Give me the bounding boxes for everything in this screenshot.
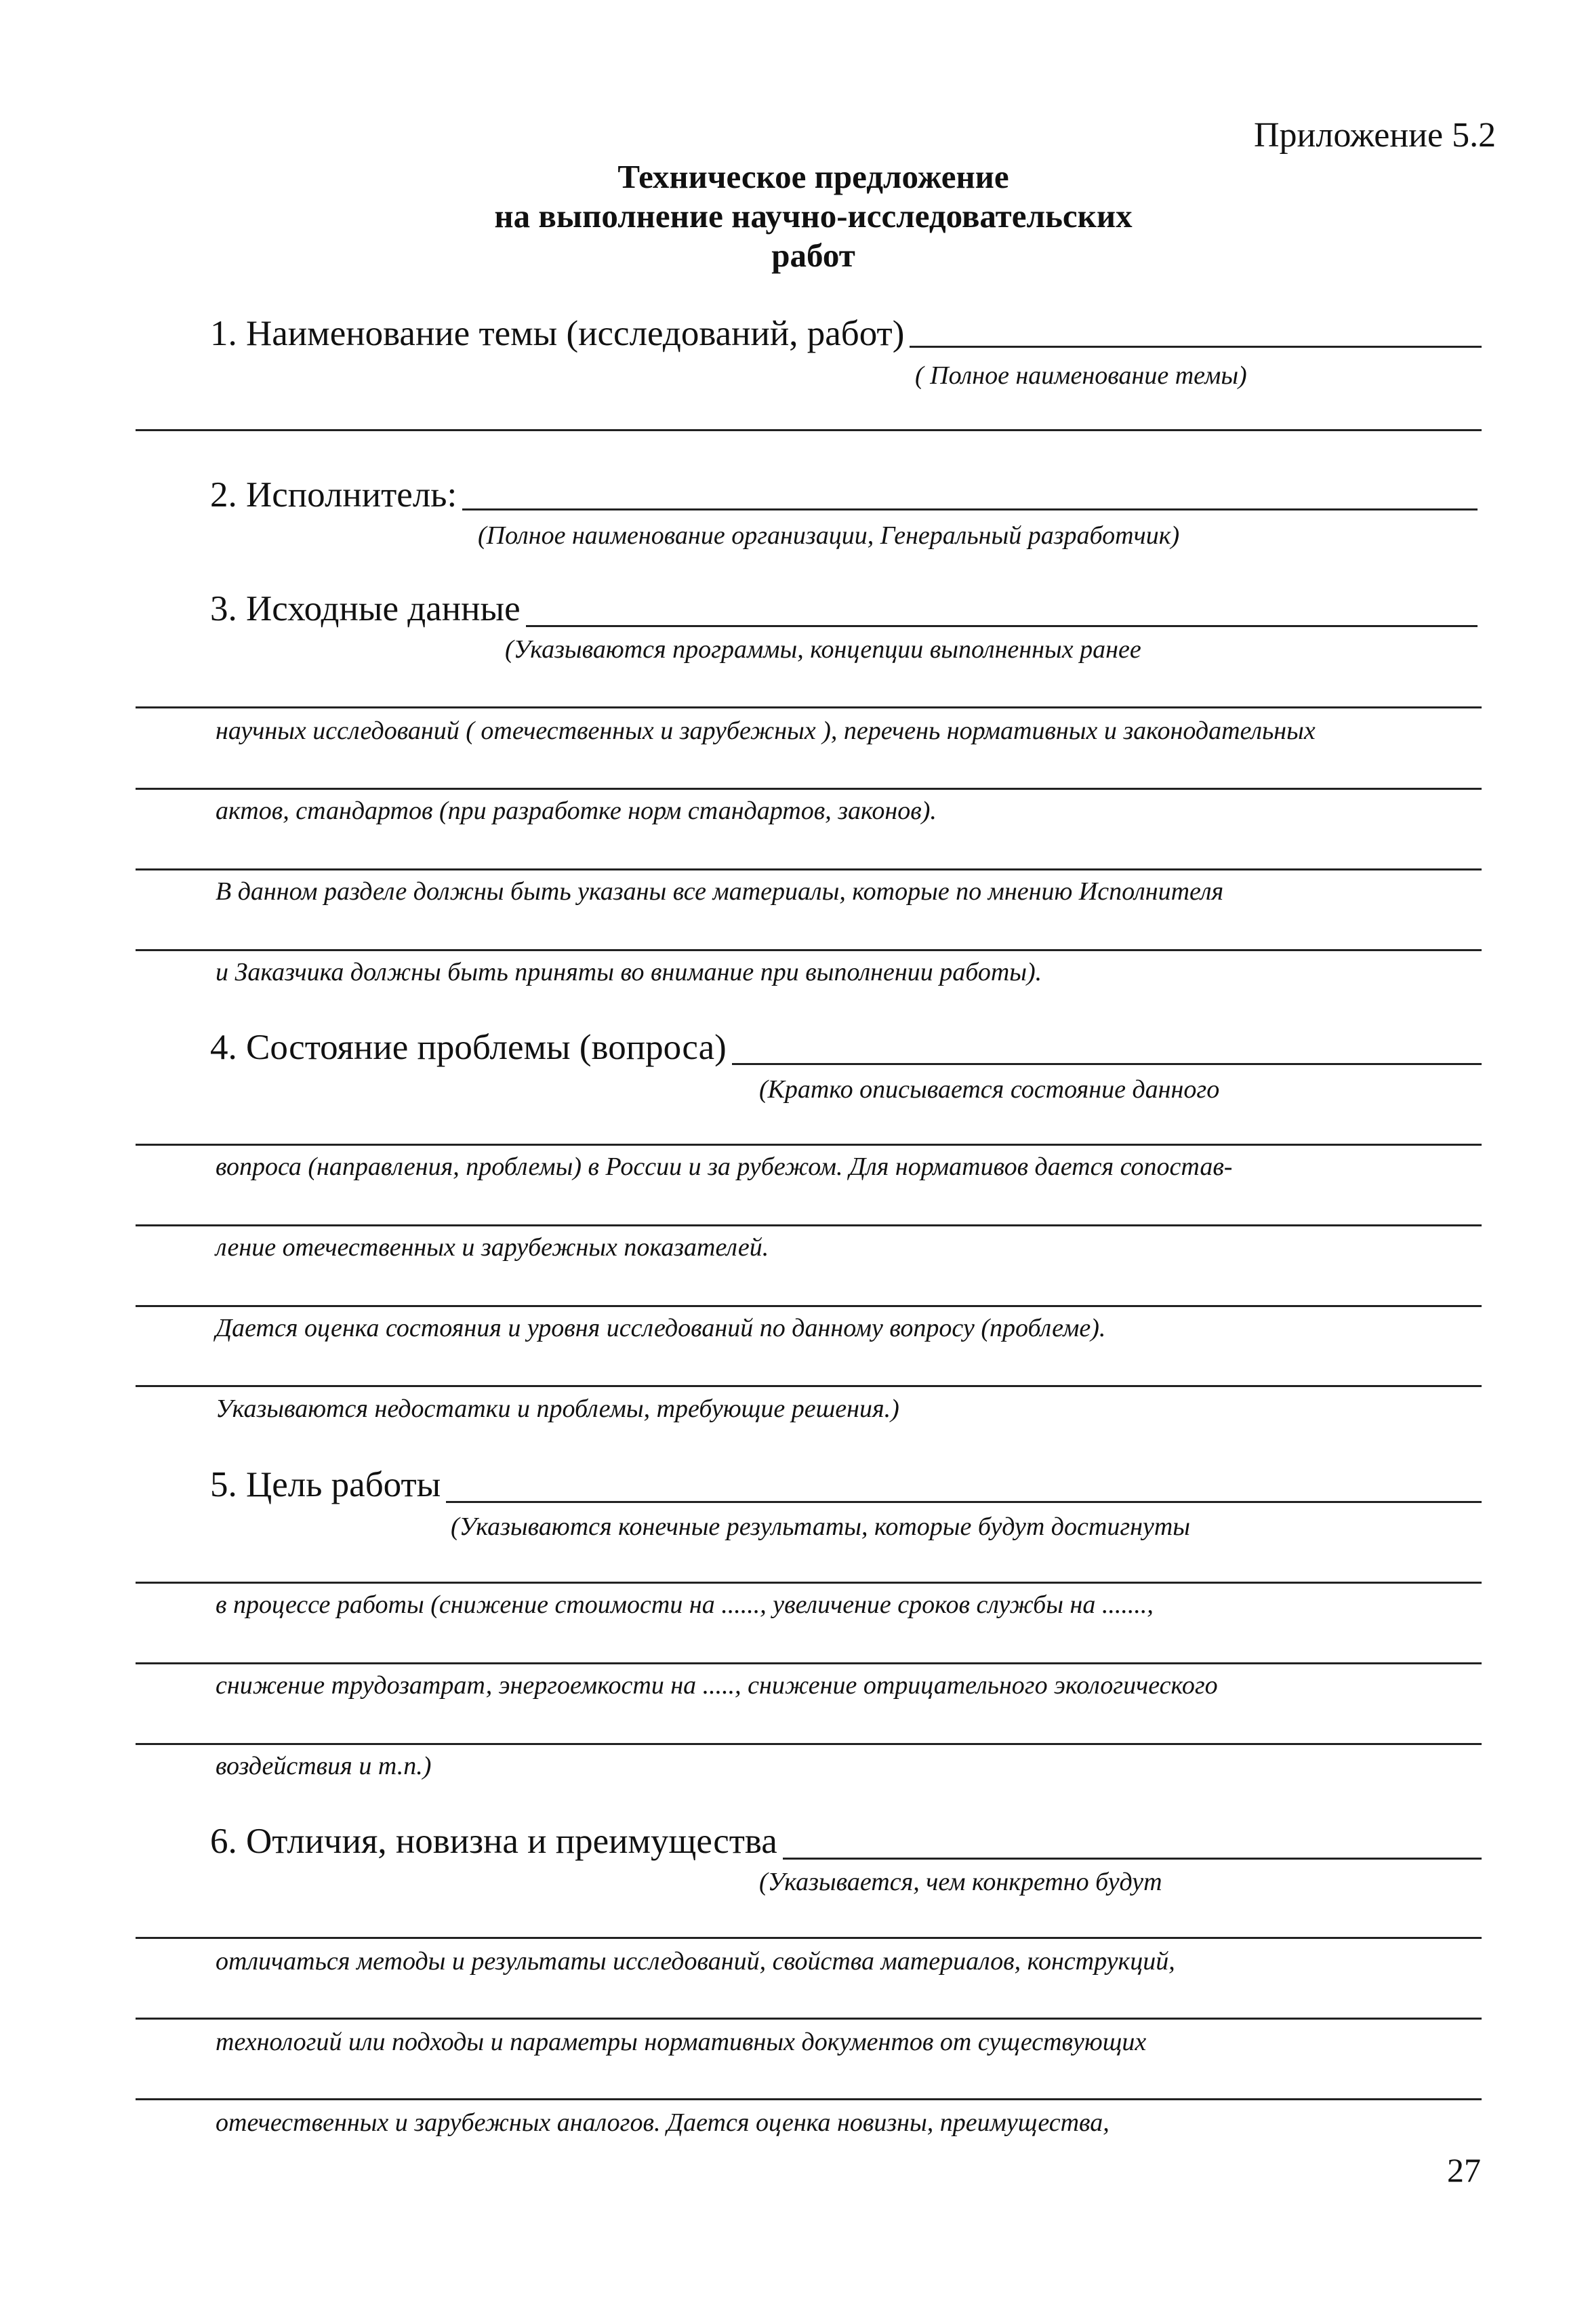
section-3-rule-3: [136, 868, 1482, 870]
section-1-heading: 1. Наименование темы (исследований, работ): [210, 313, 910, 354]
section-5-hint-4: воздействия и т.п.): [216, 1752, 432, 1780]
section-4-rule-2: [136, 1224, 1482, 1226]
section-6-hint-2: отличаться методы и результаты исследований, свойства материалов, конструкций,: [216, 1947, 1175, 1976]
section-4-rule-3: [136, 1305, 1482, 1307]
section-3-heading: 3. Исходные данные: [210, 588, 526, 629]
section-5-hint-3: снижение трудозатрат, энергоемкости на ....., снижение отрицательного экологического: [216, 1671, 1218, 1700]
section-3-fill-line: [525, 625, 1478, 627]
section-5-rule-1: [136, 1582, 1482, 1584]
section-4-rule-4: [136, 1385, 1482, 1387]
section-4-hint-5: Указываются недостатки и проблемы, требующие решения.): [216, 1395, 899, 1423]
section-5-rule-3: [136, 1743, 1482, 1745]
section-4-rule-1: [136, 1144, 1482, 1146]
section-4-hint-1: (Кратко описывается состояние данного: [759, 1075, 1220, 1104]
section-3-hint-2: научных исследований ( отечественных и зарубежных ), перечень нормативных и законодательных: [216, 717, 1316, 745]
section-5-heading: 5. Цель работы: [210, 1464, 446, 1505]
section-4-hint-3: ление отечественных и зарубежных показателей.: [216, 1233, 769, 1262]
section-3-hint-3: актов, стандартов (при разработке норм стандартов, законов).: [216, 797, 937, 825]
section-3-rule-1: [136, 706, 1482, 708]
section-3-hint-4: В данном разделе должны быть указаны все материалы, которые по мнению Исполнителя: [216, 877, 1224, 906]
section-3-hint-5: и Заказчика должны быть приняты во внимание при выполнении работы).: [216, 958, 1042, 986]
section-1-rule: [136, 429, 1482, 431]
section-3-rule-4: [136, 949, 1482, 951]
section-4-hint-4: Дается оценка состояния и уровня исследований по данному вопросу (проблеме).: [216, 1314, 1106, 1342]
section-6-heading: 6. Отличия, новизна и преимущества: [210, 1821, 783, 1862]
section-5-hint-1: (Указываются конечные результаты, которые будут достигнуты: [451, 1512, 1191, 1541]
section-4-hint-2: вопроса (направления, проблемы) в России и за рубежом. Для нормативов дается сопостав-: [216, 1153, 1233, 1181]
section-4-fill-line: [705, 1063, 1482, 1065]
section-6-rule-2: [136, 2018, 1482, 2020]
section-2-fill-line: [434, 508, 1478, 510]
section-4-heading: 4. Состояние проблемы (вопроса): [210, 1027, 732, 1068]
section-2-hint: (Полное наименование организации, Генеральный разработчик): [478, 521, 1180, 550]
document-title-line-1: Техническое предложение: [617, 158, 1009, 195]
appendix-label: Приложение 5.2: [1254, 116, 1497, 155]
section-1-hint: ( Полное наименование темы): [915, 361, 1247, 390]
page-number: 27: [1447, 2151, 1481, 2189]
document-title-line-3: работ: [771, 237, 855, 274]
section-6-hint-4: отечественных и зарубежных аналогов. Дается оценка новизны, преимущества,: [216, 2108, 1109, 2137]
section-5-fill-line: [434, 1501, 1482, 1503]
section-1-fill-line: [861, 346, 1482, 348]
section-6-hint-1: (Указывается, чем конкретно будут: [759, 1868, 1162, 1896]
section-5-rule-2: [136, 1662, 1482, 1664]
document-title-line-2: на выполнение научно-исследовательских: [494, 197, 1133, 235]
section-6-rule-3: [136, 2098, 1482, 2100]
section-6-fill-line: [731, 1858, 1482, 1860]
section-5-hint-2: в процессе работы (снижение стоимости на ......, увеличение сроков службы на .......,: [216, 1590, 1154, 1619]
section-2-heading: 2. Исполнитель:: [210, 475, 462, 515]
section-3-hint-1: (Указываются программы, концепции выполненных ранее: [505, 635, 1141, 664]
section-6-rule-1: [136, 1937, 1482, 1939]
section-6-hint-3: технологий или подходы и параметры нормативных документов от существующих: [216, 2028, 1147, 2056]
section-3-rule-2: [136, 788, 1482, 790]
